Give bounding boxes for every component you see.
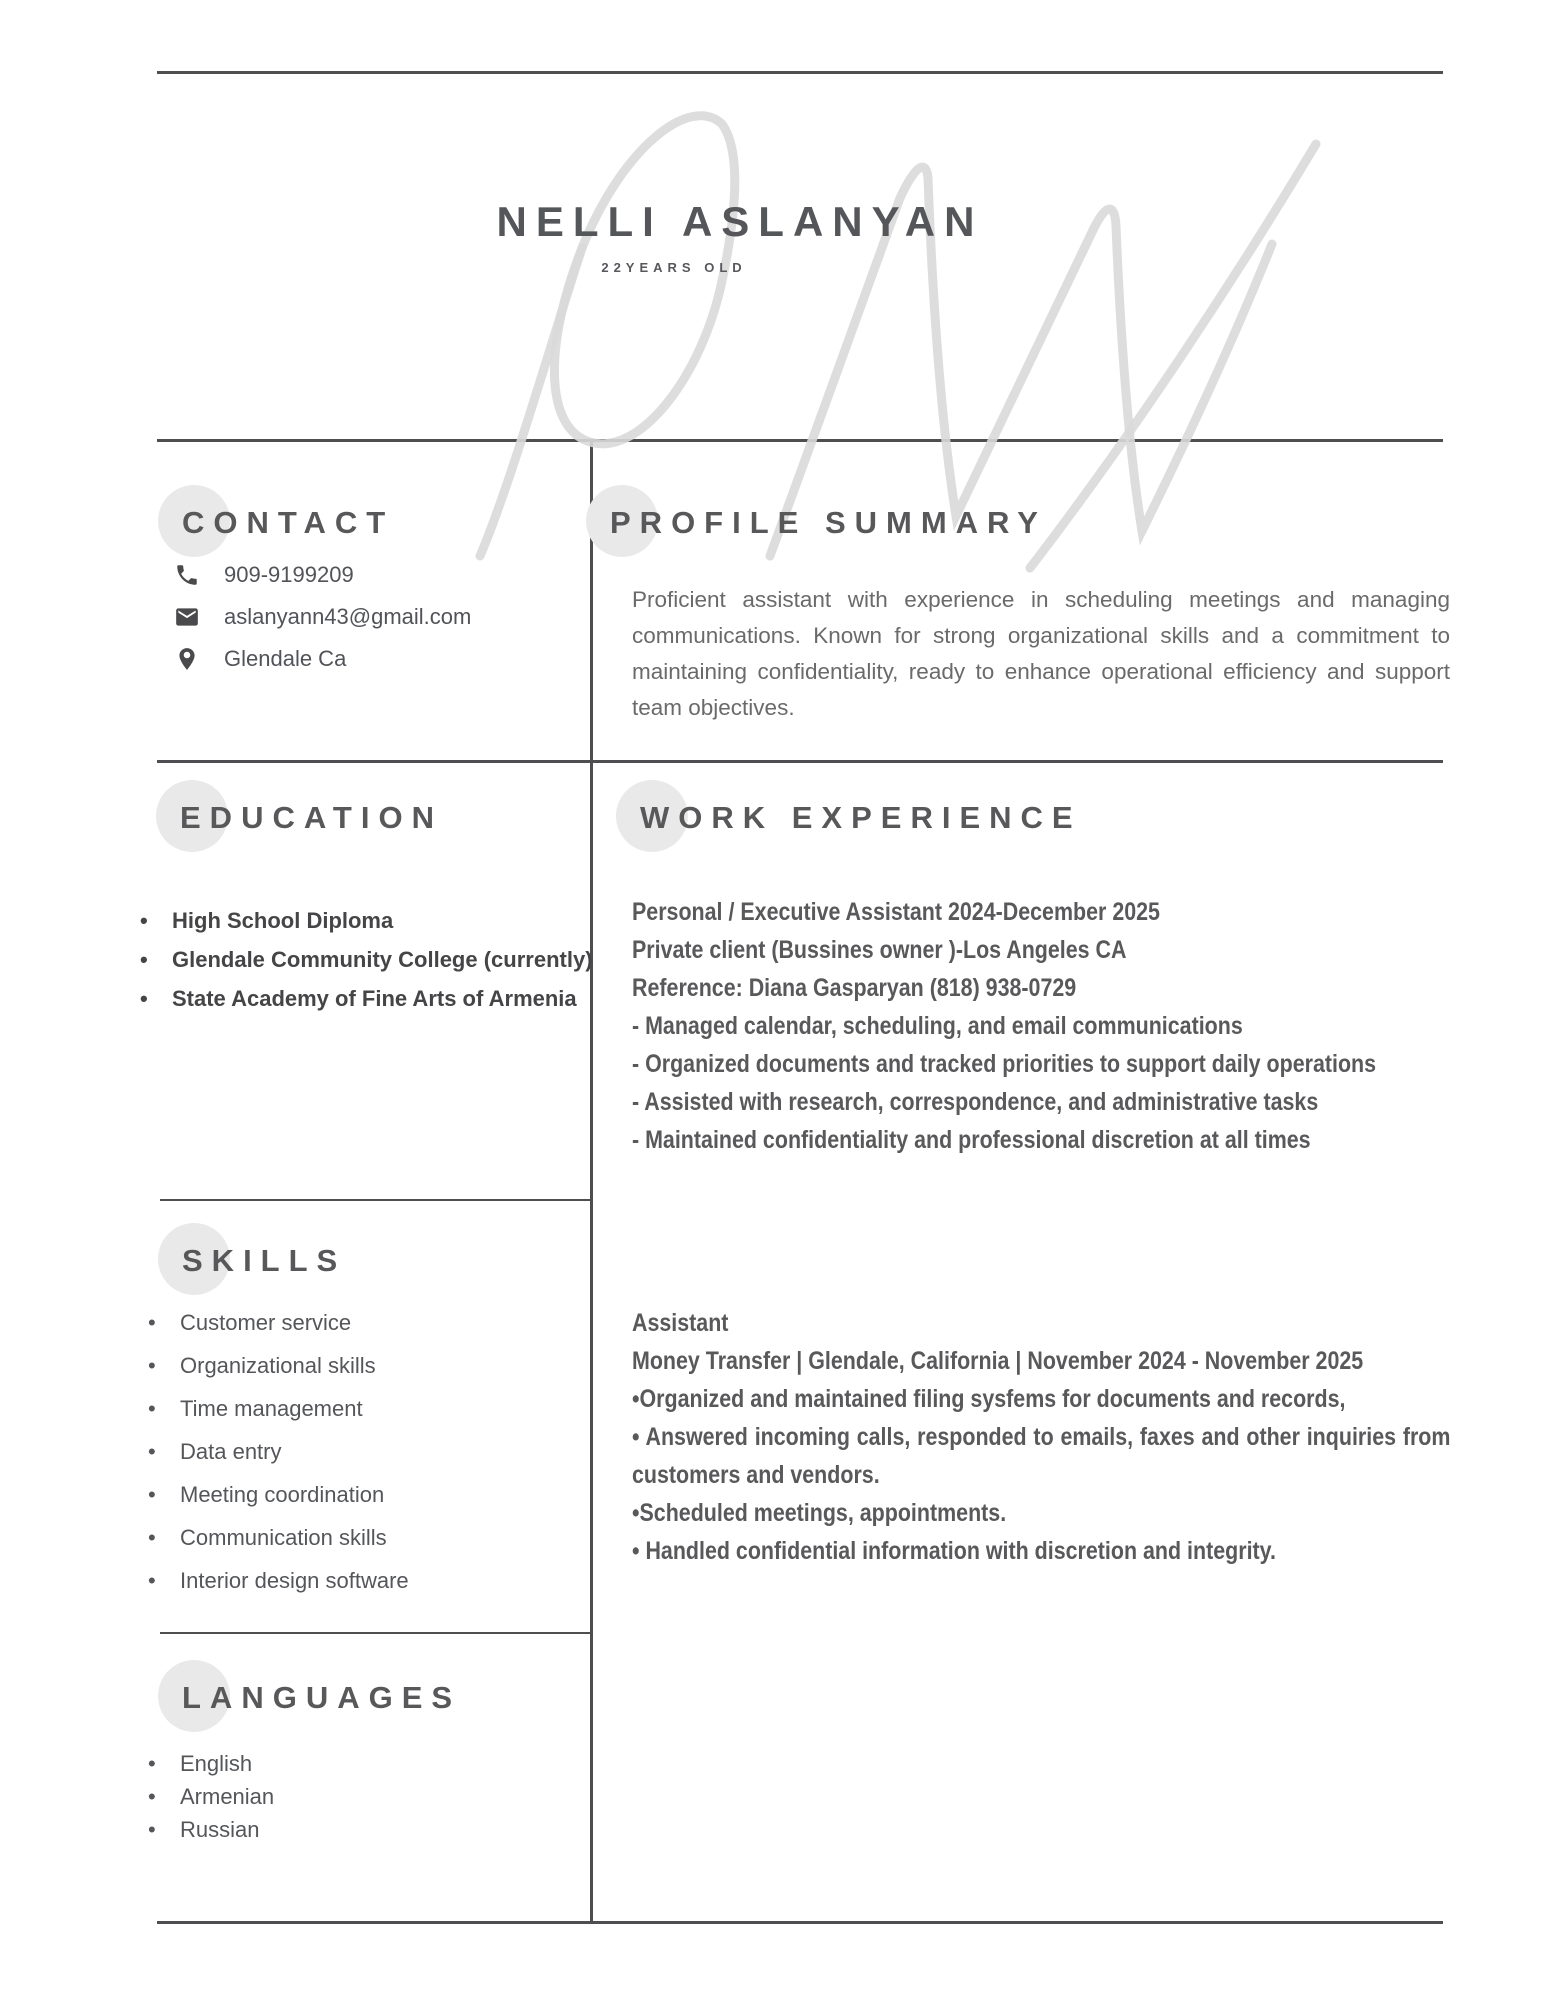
middle-section-rule — [157, 760, 1443, 763]
languages-title: LANGUAGES — [182, 1680, 462, 1715]
list-item: • Russian — [146, 1813, 274, 1846]
bottom-rule — [157, 1921, 1443, 1924]
languages-list — [146, 1747, 274, 1846]
languages-section-heading — [182, 1680, 461, 1716]
header — [95, 0, 1385, 275]
job-bullet: - Assisted with research, correspondence, and administrative tasks — [632, 1088, 1319, 1116]
list-item: • Time management — [146, 1387, 409, 1430]
job-title-line: Assistant — [632, 1309, 729, 1337]
skills-section-heading — [182, 1243, 346, 1279]
job-title-line: Personal / Executive Assistant 2024-December 2025 — [632, 898, 1160, 926]
work-job-2 — [632, 1304, 1545, 1570]
job-bullet: • Answered incoming calls, responded to emails, faxes and other inquiries from customers and vendors. — [632, 1423, 1451, 1489]
contact-section-heading — [182, 505, 394, 541]
person-subtitle: 22YEARS OLD — [601, 260, 747, 275]
contact-phone-row — [174, 562, 471, 588]
phone-icon — [174, 562, 200, 588]
list-item: • Glendale Community College (currently) — [138, 940, 593, 979]
job-bullet: - Maintained confidentiality and professional discretion at all times — [632, 1126, 1311, 1154]
contact-list — [174, 562, 471, 672]
list-item: • Interior design software — [146, 1559, 409, 1602]
contact-location-row — [174, 646, 471, 672]
work-section-heading — [640, 800, 1082, 836]
work-job-1 — [632, 893, 1545, 1159]
job-bullet: •Scheduled meetings, appointments. — [632, 1499, 1007, 1527]
list-item: • Communication skills — [146, 1516, 409, 1559]
work-title: WORK EXPERIENCE — [640, 800, 1082, 835]
education-title: EDUCATION — [180, 800, 443, 835]
job-reference-line: Reference: Diana Gasparyan (818) 938-0729 — [632, 974, 1077, 1002]
location-pin-icon — [174, 646, 200, 672]
languages-rule — [160, 1632, 591, 1634]
education-section-heading — [180, 800, 443, 836]
job-bullet: - Organized documents and tracked priorities to support daily operations — [632, 1050, 1377, 1078]
location-text: Glendale Ca — [224, 646, 347, 671]
education-list — [138, 901, 593, 1018]
job-bullet: - Managed calendar, scheduling, and email communications — [632, 1012, 1243, 1040]
job-bullet: •Organized and maintained filing sysfems for documents and records, — [632, 1385, 1346, 1413]
job-client-line: Private client (Bussines owner )-Los Angeles CA — [632, 936, 1127, 964]
skills-list — [146, 1301, 409, 1602]
profile-summary-text: Proficient assistant with experience in scheduling meetings and managing communications. Known for strong organizational skills and a commitment to maintaining confidentiality, ready to enhance operational efficiency and support team objectives. — [632, 587, 1450, 720]
person-name: NELLI ASLANYAN — [496, 198, 984, 245]
list-item: • English — [146, 1747, 274, 1780]
profile-title: PROFILE SUMMARY — [610, 505, 1047, 540]
skills-title: SKILLS — [182, 1243, 347, 1278]
skills-rule — [160, 1199, 591, 1201]
profile-section-heading — [610, 505, 1047, 541]
envelope-icon — [174, 604, 200, 630]
list-item: • State Academy of Fine Arts of Armenia — [138, 979, 593, 1018]
job-bullet: • Handled confidential information with discretion and integrity. — [632, 1537, 1276, 1565]
column-divider — [590, 439, 593, 1924]
contact-title: CONTACT — [182, 505, 395, 540]
phone-number: 909-9199209 — [224, 562, 354, 587]
contact-email-row — [174, 604, 471, 630]
list-item: • Customer service — [146, 1301, 409, 1344]
email-address: aslanyann43@gmail.com — [224, 604, 472, 629]
list-item: • High School Diploma — [138, 901, 593, 940]
list-item: • Data entry — [146, 1430, 409, 1473]
list-item: • Meeting coordination — [146, 1473, 409, 1516]
list-item: • Organizational skills — [146, 1344, 409, 1387]
list-item: • Armenian — [146, 1780, 274, 1813]
monogram-tail-stroke — [480, 248, 582, 556]
job-company-line: Money Transfer | Glendale, California | November 2024 - November 2025 — [632, 1347, 1364, 1375]
